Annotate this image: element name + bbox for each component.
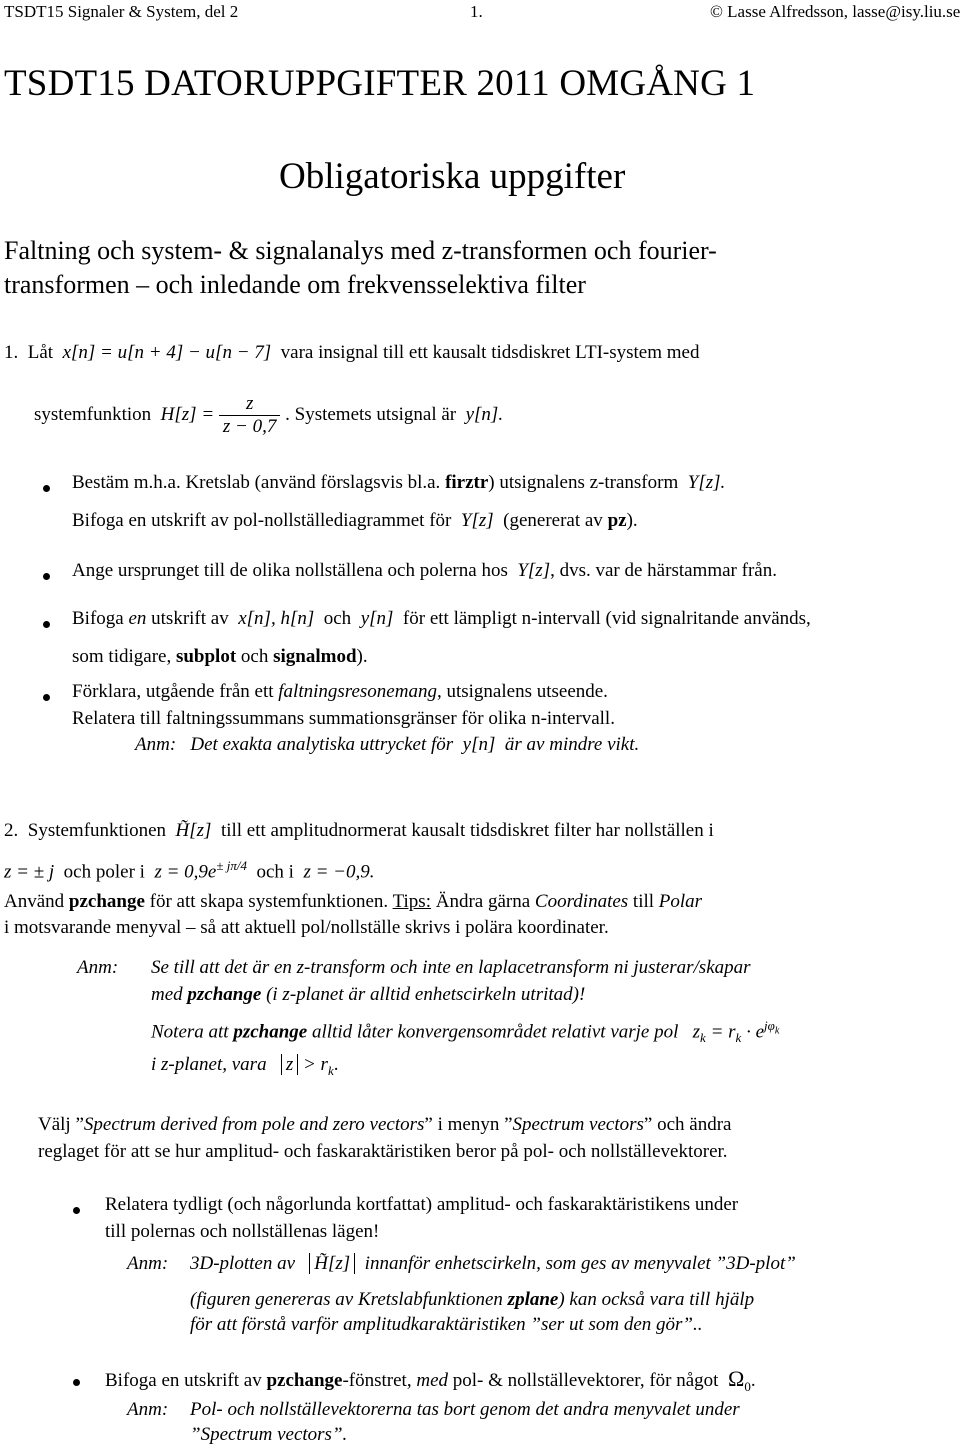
task1-bullet3-line2 — [72, 646, 368, 668]
task2-use-a: Använd — [4, 891, 65, 912]
task2-line4: i motsvarande menyval – så att aktuell pol/nollställe skrivs i polära koordinater. — [4, 917, 609, 938]
task2-zk: z — [692, 1021, 701, 1043]
task2-anm1-line2 — [151, 984, 585, 1006]
task2-b1-anm-line2 — [190, 1289, 754, 1311]
task2-poles-exp: ± jπ/4 — [216, 858, 247, 873]
task2-pzchange: pzchange — [68, 891, 145, 912]
task1-firztr: firztr — [445, 472, 489, 493]
task2-b2-c: pol- & nollställevektorer, för något — [452, 1370, 719, 1391]
task2-tips-label: Tips: — [392, 891, 431, 912]
task1-anm-text-b: är av mindre vikt. — [504, 734, 640, 755]
task2-use-c: Ändra gärna — [435, 891, 531, 912]
task1-bullet2 — [72, 560, 777, 582]
task1-bullet3-a: Bifoga — [72, 608, 124, 629]
task1-pz: pz — [607, 510, 627, 531]
task1-anm-y: y[n] — [462, 734, 496, 755]
task2-intro-b: till ett amplitudnormerat kausalt tidsdiskret filter har nollställen i — [220, 820, 714, 841]
task2-b2-anm-line2-text: ”Spectrum vectors”. — [190, 1424, 348, 1445]
task2-gt-rk: > r — [302, 1054, 328, 1075]
task2-pole3: z = −0,9. — [303, 861, 375, 883]
task2-anm2-b: alltid låter konvergensområdet relativt varje pol — [312, 1021, 679, 1043]
task2-b2-anm-label-text: Anm: — [127, 1399, 169, 1420]
task1-number: 1. — [4, 342, 19, 363]
task2-anm2-line2 — [151, 1054, 338, 1079]
task1-anm-text-a: Det exakta analytiska uttrycket för — [190, 734, 454, 755]
task1-bullet4-b: , utsignalens utseende. — [436, 681, 608, 702]
bullet-icon — [43, 485, 50, 492]
task2-till: till — [632, 891, 655, 912]
task2-b2-a: Bifoga en utskrift av — [105, 1370, 262, 1391]
task1-H-lhs: H[z] = — [160, 403, 215, 425]
task2-omega: Ω — [727, 1366, 745, 1391]
task2-zk-exp: jφ — [764, 1018, 775, 1033]
task1-bullet1-line2-a: Bifoga en utskrift av pol-nollställediagrammet för — [72, 510, 452, 531]
task2-anm1-line1 — [151, 957, 751, 979]
task2-rk-sub: k — [735, 1030, 742, 1046]
task1-bullet1-line2-b: (genererat av — [503, 510, 603, 531]
task2-H-tilde: H̃[z] — [175, 820, 212, 841]
task2-b2-anm-line1 — [190, 1399, 740, 1421]
task1-bullet1-line1 — [72, 472, 725, 494]
task2-valj-line2: reglaget för att se hur amplitud- och faskaraktäristiken beror på pol- och nollställevektorer. — [38, 1141, 728, 1162]
task1-anm-label: Anm: — [135, 734, 177, 755]
task2-b1-abs-H — [309, 1253, 355, 1274]
task2-valj-a: Välj ” — [38, 1114, 84, 1135]
task2-omega-sub: 0 — [744, 1378, 751, 1394]
task2-b1-anm-label-text: Anm: — [127, 1253, 169, 1274]
header-left: TSDT15 Signaler & System, del 2 — [4, 2, 239, 21]
task1-bullet2-b: , dvs. var de härstammar från. — [550, 560, 777, 581]
task1-anm — [135, 734, 639, 756]
task2-anm1-label — [77, 957, 118, 979]
task1-utsignal-text: . Systemets utsignal är — [285, 403, 457, 425]
task2-intro-a: Systemfunktionen — [27, 820, 167, 841]
task2-spectrum-vectors: Spectrum vectors — [512, 1114, 644, 1135]
task2-b1-anm-line2-a: (figuren genereras av Kretslabfunktionen — [190, 1289, 503, 1310]
task2-valj-c: ” och ändra — [643, 1114, 732, 1135]
task2-b1-anm-a: 3D-plotten av — [190, 1253, 296, 1274]
section-title-line2: transformen – och inledande om frekvensselektiva filter — [4, 270, 586, 299]
task1-Yz: Y[z]. — [687, 472, 726, 493]
task1-bullet4-line2: Relatera till faltningssummans summationsgränser för olika n-intervall. — [72, 708, 615, 729]
task1-signal-definition: x[n] = u[n + 4] − u[n − 7] — [62, 342, 272, 363]
task1-bullet1-line2 — [72, 510, 638, 532]
task2-b2-anm-line2 — [190, 1424, 347, 1446]
task1-paren-dot: ). — [626, 510, 638, 531]
task1-lat: Låt — [27, 342, 54, 363]
task2-zk-eq2: = r — [710, 1021, 736, 1043]
task1-signalmod: signalmod — [273, 646, 357, 667]
task1-faltningsresonemang: faltningsresonemang — [278, 681, 437, 702]
section-title-line1: Faltning och system- & signalanalys med z-transformen och fourier- — [4, 236, 717, 265]
task1-bullet1-b: ) utsignalens z-transform — [488, 472, 679, 493]
task2-b2-line1 — [105, 1366, 756, 1395]
task2-b1-anm-line3-text: för att förstå varför amplitudkaraktäristiken ”ser ut som den gör”.. — [190, 1314, 703, 1335]
task1-paren-dot-2: ). — [356, 646, 368, 667]
task1-sysfunk: systemfunktion — [34, 403, 152, 425]
task2-zeros: z = ± j — [4, 861, 55, 883]
task2-b1-line2: till polernas och nollställenas lägen! — [105, 1221, 380, 1242]
header-page-number: 1. — [470, 2, 483, 21]
task2-zplane: zplane — [507, 1289, 559, 1310]
task2-valj-line1 — [38, 1114, 731, 1136]
header-right: © Lasse Alfredsson, lasse@isy.liu.se — [710, 2, 960, 21]
bullet-icon — [43, 694, 50, 701]
task2-line3 — [4, 891, 702, 913]
task1-bullet3-och: och — [323, 608, 352, 629]
task2-anm2-line1 — [151, 1018, 779, 1046]
task2-b1-anm-b: innanför enhetscirkeln, som ges av menyvalet ”3D-plot” — [364, 1253, 796, 1274]
task1-bullet3-c: för ett lämpligt n-intervall (vid signalritande används, — [402, 608, 811, 629]
task2-spectrum-derived: Spectrum derived from pole and zero vectors — [83, 1114, 425, 1135]
task1-bullet3-y: y[n] — [360, 608, 394, 629]
task2-anm1-line2-b: (i z-planet är alltid enhetscirkeln utritad)! — [266, 984, 586, 1005]
task2-anm2-pzchange: pzchange — [233, 1021, 308, 1043]
task2-valj-b: ” i menyn ” — [424, 1114, 513, 1135]
bullet-icon — [43, 621, 50, 628]
task1-bullet4-a: Förklara, utgående från ett — [72, 681, 274, 702]
task1-bullet1-a: Bestäm m.h.a. Kretslab (använd förslagsvis bl.a. — [72, 472, 441, 493]
task2-b1-anm-H: H̃[z] — [314, 1253, 351, 1274]
task1-bullet3-sigs: x[n], h[n] — [238, 608, 315, 629]
task1-bullet3-line1 — [72, 608, 811, 630]
task2-coordinates: Coordinates — [534, 891, 629, 912]
task2-gt-rk-sub: k — [327, 1062, 334, 1078]
task2-number: 2. — [4, 820, 19, 841]
task1-Yz2: Y[z] — [460, 510, 494, 531]
task1-Yz3: Y[z] — [517, 560, 551, 581]
task2-zk-sub: k — [700, 1030, 706, 1046]
task2-zk-e: · e — [746, 1021, 765, 1043]
bullet-icon — [73, 1379, 80, 1386]
task1-bullet2-a: Ange ursprunget till de olika nollställena och polerna hos — [72, 560, 508, 581]
task2-use-b: för att skapa systemfunktionen. — [149, 891, 389, 912]
task1-bullet3-en: en — [128, 608, 147, 629]
task2-anm1-pzchange: pzchange — [187, 984, 262, 1005]
task1-fraction — [219, 393, 280, 438]
task2-line1 — [4, 820, 714, 842]
task2-b1-anm-line3 — [190, 1314, 703, 1336]
task1-vara-text: vara insignal till ett kausalt tidsdiskret LTI-system med — [280, 342, 700, 363]
task1-line1 — [4, 342, 699, 364]
page-title: TSDT15 DATORUPPGIFTER 2011 OMGÅNG 1 — [4, 63, 756, 104]
task2-anm2-line2-a: i z-planet, vara — [151, 1054, 267, 1075]
task2-b2-anm-line1-text: Pol- och nollställevektorerna tas bort genom det andra menyvalet under — [190, 1399, 740, 1420]
bullet-icon — [73, 1207, 80, 1214]
task2-och-i: och i — [256, 861, 294, 883]
task2-zk-exp-sub: k — [774, 1025, 780, 1037]
task2-abs-z-text: z — [285, 1054, 294, 1075]
page-subtitle: Obligatoriska uppgifter — [279, 156, 626, 197]
task2-anm1-label-text: Anm: — [77, 957, 119, 978]
task2-b2-med: med — [416, 1370, 448, 1391]
task2-anm2-a: Notera att — [151, 1021, 229, 1043]
task2-anm1-line2-a: med — [151, 984, 183, 1005]
task2-anm1-line1-text: Se till att det är en z-transform och inte en laplacetransform ni justerar/skapar — [151, 957, 751, 978]
task1-frac-den: z − 0,7 — [219, 415, 280, 438]
task2-b2-pzchange: pzchange — [266, 1370, 343, 1391]
task1-bullet4-line1 — [72, 681, 608, 703]
task1-frac-num: z — [245, 393, 254, 414]
task1-line2 — [34, 393, 503, 438]
task2-b2-b: -fönstret, — [342, 1370, 412, 1391]
task2-abs-z — [281, 1054, 298, 1075]
task2-period: . — [333, 1054, 339, 1075]
task2-b1-anm-line1 — [190, 1253, 796, 1275]
task1-y-n: y[n]. — [465, 403, 504, 425]
task1-bullet3-b: utskrift av — [151, 608, 229, 629]
task2-b1-line1: Relatera tydligt (och någorlunda kortfattat) amplitud- och faskaraktäristikens under — [105, 1194, 739, 1215]
task2-line2 — [4, 858, 374, 883]
task1-bullet3-line2-a: som tidigare, — [72, 646, 172, 667]
task2-period-2: . — [750, 1370, 756, 1391]
task2-poles-a: och poler i — [63, 861, 145, 883]
task2-poles-eq: z = 0,9e — [154, 861, 217, 883]
task2-b2-anm-label — [127, 1399, 168, 1421]
task1-subplot: subplot — [175, 646, 237, 667]
bullet-icon — [43, 573, 50, 580]
task2-b1-anm-line2-b: ) kan också vara till hjälp — [558, 1289, 755, 1310]
task1-och: och — [240, 646, 269, 667]
task2-b1-anm-label — [127, 1253, 168, 1275]
task2-polar: Polar — [658, 891, 703, 912]
